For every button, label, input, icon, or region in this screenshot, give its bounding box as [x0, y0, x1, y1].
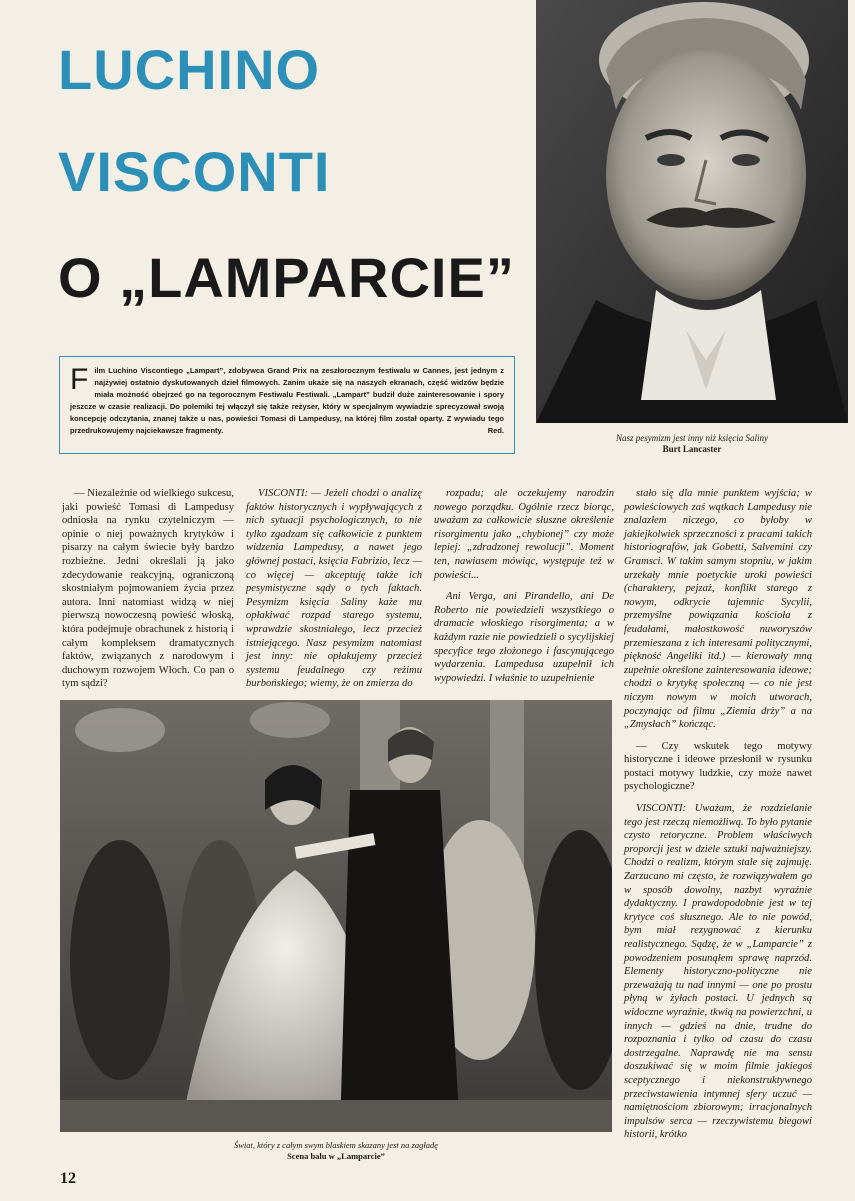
intro-signature: Red.	[487, 426, 504, 435]
col3-paragraph-2: Ani Verga, ani Pirandello, ani De Roberto nie powiedzieli wszystkiego o dramacie włoskiego risorgimenta; a w każdym razie nie powiedzieli o sycylijskiej specyfice tego złożonego i fascynującego wydarzenia. Lampedusa uzupełnił ich wypowiedzi. I właśnie to uzupełnienie	[434, 591, 614, 684]
col1-paragraph-1: — Niezależnie od wielkiego sukcesu, jaki powieść Tomasi di Lampedusy odniosła na rynku czytelniczym — opinie o niej poważnych krytyków i pisarzy na całym świecie były bardzo rozbieżne. Jedni określali ją jako zdecydowanie reakcyjną, ograniczoną skostniałym pojmowaniem życia przez autora. Inni natomiast widzą w niej pierwszą nowoczesną powieść włoską, która podejmuje obrachunek z historią i całym kompleksem dramatycznych faktów, związanych z narodowym i duchowym rozwojem Włoch. Co pan o tym sądzi?	[62, 488, 234, 690]
ball-caption	[60, 1140, 612, 1162]
page-number: 12	[60, 1170, 76, 1187]
intro-text: ilm Luchino Viscontiego „Lampart”, zdobywca Grand Prix na zeszłorocznym festiwalu w Cannes, jest jednym z najżywiej ostatnio dyskutowanych dzieł filmowych. Zanim ukaże się na naszych ekranach, część widzów będzie miała możność obejrzeć go na tegorocznym Festiwalu Festiwali. „Lampart” budził duże zainteresowanie i spory jeszcze w czasie realizacji. Do polemiki tej włączył się także reżyser, który w specjalnym wywiadzie sprecyzował swoją koncepcję odczytania, znanej także u nas, powieści Tomasi di Lampedusy, na której film został oparty. Z wywiadu tego przedrukowujemy najciekawsze fragmenty.	[70, 366, 504, 435]
column-2	[246, 487, 422, 699]
ball-caption-line-1: Świat, który z całym swym blaskiem skazany jest na zagładę	[234, 1140, 438, 1150]
column-3	[434, 487, 614, 693]
title-line-3: O „LAMPARCIE”	[58, 246, 515, 309]
ball-caption-line-2: Scena balu w „Lamparcie”	[287, 1151, 385, 1161]
title-line-1: LUCHINO	[58, 38, 321, 101]
col2-paragraph-1: VISCONTI: — Jeżeli chodzi o analizę faktów historycznych i wypływających z nich sytuacji psychologicznych, to nie tylko zgadzam się całkowicie z punktem widzenia Lampedusy, a nawet jego głównej postaci, księcia Fabrizio, lecz — co więcej — akceptuję także ich pesymistyczne sądy o tych faktach. Pesymizm księcia Saliny każe mu opłakiwać rozpad starego systemu, wprawdzie skostniałego, lecz przecież istniejącego. Nasz pesymizm natomiast jest inny: nie opłakujemy przecież systemu feudalnego czy reżimu burbońskiego; wiemy, że on zmierza do	[246, 488, 422, 690]
burt-lancaster-portrait-photo	[536, 0, 848, 423]
col4-paragraph-3: VISCONTI: Uważam, że rozdzielanie tego jest rzeczą niemożliwą. To było pytanie czysto retoryczne. Problem właściwych proporcji jest w dziele sztuki najważniejszy. Chodzi o realizm, którym stale się zajmuję. Zarzucano mi często, że rozwiązywałem go w sposób dowolny, nazbyt wyraźnie dydaktyczny. I prawdopodobnie jest w tej krytyce coś słusznego. Ale to nie powód, bym miał rezygnować z kierunku realistycznego. Sądzę, że w „Lamparcie” z powodzeniem posunąłem sprawę naprzód. Elementy historyczno-polityczne nie przeważają tu nad innymi — one po prostu płyną w żyłach postaci. U jednych są widoczne wyraźnie, tkwią na powierzchni, u innych — gdzieś na dnie, trudne do rozpoznania i tylko od czasu do czasu dostrzegalne. Naprawdę nie ma sensu doszukiwać się w moim filmie jakiegoś sceptycznego i niekonstruktywnego przeciwstawienia intymnej sfery uczuć — namiętnościom zbiorowym; irracjonalnych impulsów serca — rzeczywistemu biegowi historii, krótko	[624, 803, 812, 1141]
col4-paragraph-1: stało się dla mnie punktem wyjścia; w powieściowych zaś wątkach Lampedusy nie znalazłem niczego, co byłoby w jakiejkolwiek sprzeczności z pracami takich historiografów, jak Gobetti, Salvemini czy Gramsci. W takim samym stopniu, w jakim urzekały mnie poetyckie uroki powieści (charaktery, pejzaż, konflikt starego z nowym, odkrycie tajemnic Sycylii, przemyślne powiązania kościoła z feudałami, małostkowość nuworyszów przemieszana z ich interesami politycznymi, piękność Angeliki itd.) — kierowały mną zupełnie określone zainteresowania ideowe; chodzi o krytykę społeczną — co nie jest niczym nowym w moich utworach, poczynając od filmu „Ziemia drży” a na „Zmysłach” kończąc.	[624, 488, 812, 731]
ball-scene-photo	[60, 700, 612, 1132]
portrait-caption-line-2: Burt Lancaster	[662, 444, 722, 454]
intro-box	[59, 356, 515, 454]
title-line-2: VISCONTI	[58, 140, 331, 203]
col3-paragraph-1: rozpadu; ale oczekujemy narodzin nowego porządku. Ogólnie rzecz biorąc, uważam za całkowicie słuszne określenie risorgimentu jako „chybionej” czy może lepiej: „zdradzonej rewolucji”. Moment ten, nawiasem mówiąc, występuje też w powieści...	[434, 488, 614, 581]
intro-dropcap: F	[70, 363, 89, 396]
column-1	[62, 487, 234, 699]
portrait-caption-line-1: Nasz pesymizm jest inny niż księcia Saliny	[616, 433, 768, 443]
column-4	[624, 487, 812, 1150]
portrait-caption	[536, 433, 848, 455]
col4-paragraph-2: — Czy wskutek tego motywy historyczne i ideowe przesłonił w rysunku postaci motywy ludzkie, czy może nawet psychologiczne?	[624, 740, 812, 793]
